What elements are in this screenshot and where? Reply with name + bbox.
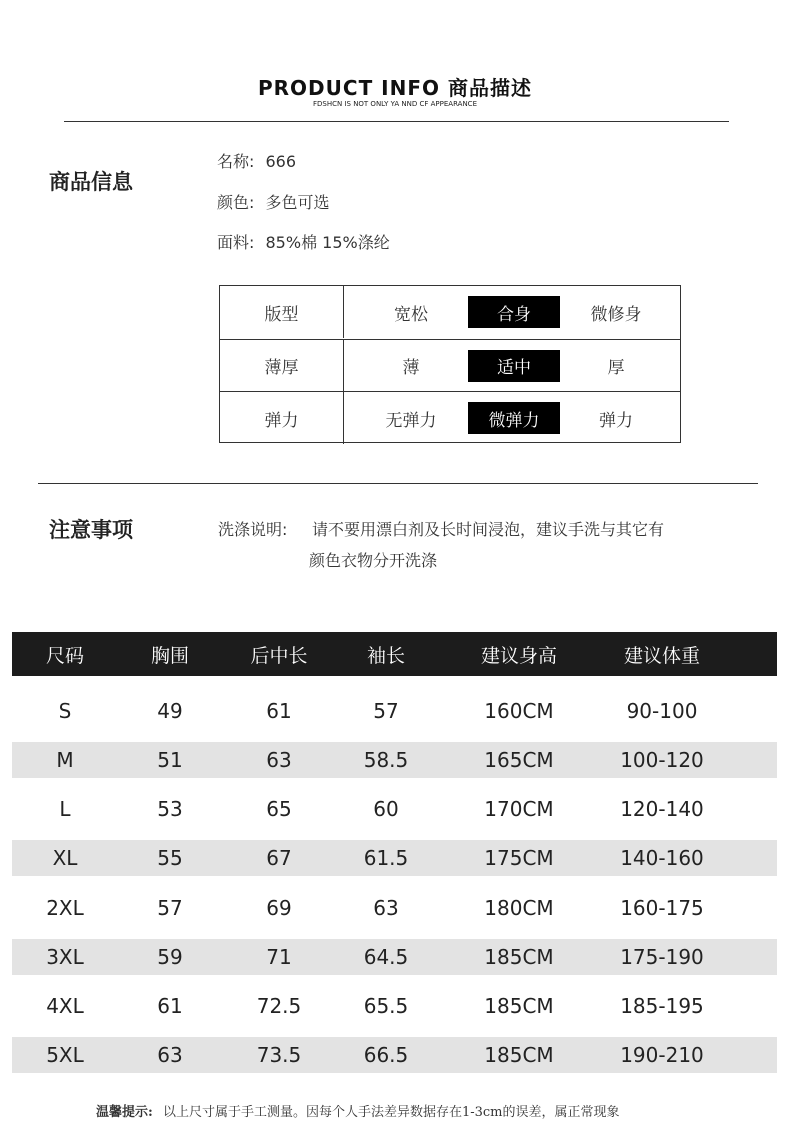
table-row — [12, 693, 777, 729]
table-row — [12, 840, 777, 876]
sleeve-cell: 60 — [373, 797, 399, 821]
chest-cell: 57 — [157, 896, 183, 920]
attribute-name: 弹力 — [220, 392, 344, 444]
sleeve-cell: 66.5 — [363, 1043, 409, 1067]
chest-cell: 49 — [157, 699, 183, 723]
info-color — [217, 190, 330, 213]
tip-label: 温馨提示: — [96, 1105, 153, 1120]
chest-cell: 51 — [157, 748, 183, 772]
weight-cell: 140-160 — [620, 846, 704, 870]
info-name-value: 666 — [265, 152, 297, 171]
care-instructions-label: 洗涤说明: — [218, 520, 288, 539]
care-instructions-line-2: 颜色衣物分开洗涤 — [309, 551, 438, 570]
table-row — [12, 742, 777, 778]
sleeve-cell: 58.5 — [363, 748, 409, 772]
weight-cell: 160-175 — [620, 896, 704, 920]
attribute-option: 厚 — [607, 358, 625, 378]
length-cell: 67 — [266, 846, 292, 870]
attribute-name: 薄厚 — [220, 340, 344, 391]
weight-cell: 100-120 — [620, 748, 704, 772]
sleeve-cell: 57 — [373, 699, 399, 723]
sleeve-cell: 64.5 — [363, 945, 409, 969]
height-cell: 185CM — [484, 994, 554, 1018]
attribute-row-fit — [220, 286, 680, 338]
header-cell: 尺码 — [45, 644, 84, 667]
table-row — [12, 939, 777, 975]
attribute-row-thickness — [220, 339, 680, 391]
product-info-heading: 商品信息 — [49, 170, 133, 194]
care-instructions-line-1: 请不要用漂白剂及长时间浸泡，建议手洗与其它有 — [312, 520, 665, 539]
height-cell: 185CM — [484, 1043, 554, 1067]
table-row — [12, 988, 777, 1024]
length-cell: 61 — [266, 699, 292, 723]
sleeve-cell: 63 — [373, 896, 399, 920]
attribute-option: 弹力 — [599, 410, 633, 431]
page-title: PRODUCT INFO 商品描述 — [258, 76, 532, 100]
length-cell: 73.5 — [256, 1043, 302, 1067]
attribute-name: 版型 — [220, 286, 344, 338]
height-cell: 180CM — [484, 896, 554, 920]
weight-cell: 190-210 — [620, 1043, 704, 1067]
attribute-option: 无弹力 — [385, 410, 437, 431]
header-cell: 建议体重 — [623, 644, 700, 667]
chest-cell: 63 — [157, 1043, 183, 1067]
weight-cell: 120-140 — [620, 797, 704, 821]
height-cell: 165CM — [484, 748, 554, 772]
size-cell: M — [56, 748, 74, 772]
header-cell: 建议身高 — [480, 644, 557, 667]
sleeve-cell: 61.5 — [363, 846, 409, 870]
height-cell: 160CM — [484, 699, 554, 723]
weight-cell: 90-100 — [626, 699, 698, 723]
size-cell: S — [58, 699, 72, 723]
notes-heading: 注意事项 — [49, 518, 133, 542]
sleeve-cell: 65.5 — [363, 994, 409, 1018]
info-fabric-value: 85%棉 15%涤纶 — [265, 233, 390, 252]
height-cell: 175CM — [484, 846, 554, 870]
attribute-option-selected: 适中 — [468, 350, 560, 382]
table-row — [12, 1037, 777, 1073]
weight-cell: 185-195 — [620, 994, 704, 1018]
attribute-option-selected: 微弹力 — [468, 402, 560, 434]
tip-text: 以上尺寸属于手工测量。因每个人手法差异数据存在1-3cm的误差，属正常现象 — [162, 1105, 620, 1120]
attribute-table — [219, 285, 681, 443]
height-cell: 170CM — [484, 797, 554, 821]
size-cell: 4XL — [46, 994, 84, 1018]
info-color-label: 颜色: — [217, 193, 255, 212]
info-name-label: 名称: — [217, 152, 255, 171]
chest-cell: 55 — [157, 846, 183, 870]
header-cell: 袖长 — [366, 644, 405, 667]
length-cell: 69 — [266, 896, 292, 920]
height-cell: 185CM — [484, 945, 554, 969]
table-row — [12, 890, 777, 926]
measurement-tip — [96, 1101, 620, 1120]
chest-cell: 61 — [157, 994, 183, 1018]
attribute-option: 微修身 — [590, 304, 642, 325]
chest-cell: 59 — [157, 945, 183, 969]
size-cell: 5XL — [46, 1043, 84, 1067]
length-cell: 71 — [266, 945, 292, 969]
chest-cell: 53 — [157, 797, 183, 821]
length-cell: 65 — [266, 797, 292, 821]
size-cell: L — [59, 797, 71, 821]
length-cell: 72.5 — [256, 994, 302, 1018]
info-name — [217, 149, 296, 172]
table-row — [12, 791, 777, 827]
size-cell: 2XL — [46, 896, 84, 920]
attribute-row-elasticity — [220, 391, 680, 444]
size-cell: 3XL — [46, 945, 84, 969]
size-cell: XL — [52, 846, 78, 870]
info-fabric — [217, 230, 390, 253]
header-divider — [64, 121, 729, 122]
attribute-option: 薄 — [402, 358, 420, 378]
header-cell: 后中长 — [250, 644, 308, 667]
attribute-option: 宽松 — [394, 304, 428, 325]
section-divider — [38, 483, 758, 484]
header-cell: 胸围 — [150, 644, 189, 667]
weight-cell: 175-190 — [620, 945, 704, 969]
info-color-value: 多色可选 — [265, 193, 330, 212]
page-subtitle: FDSHCN IS NOT ONLY YA NND CF APPEARANCE — [312, 100, 477, 108]
info-fabric-label: 面料: — [217, 233, 255, 252]
attribute-option-selected: 合身 — [468, 296, 560, 328]
length-cell: 63 — [266, 748, 292, 772]
size-table-header — [12, 632, 777, 676]
